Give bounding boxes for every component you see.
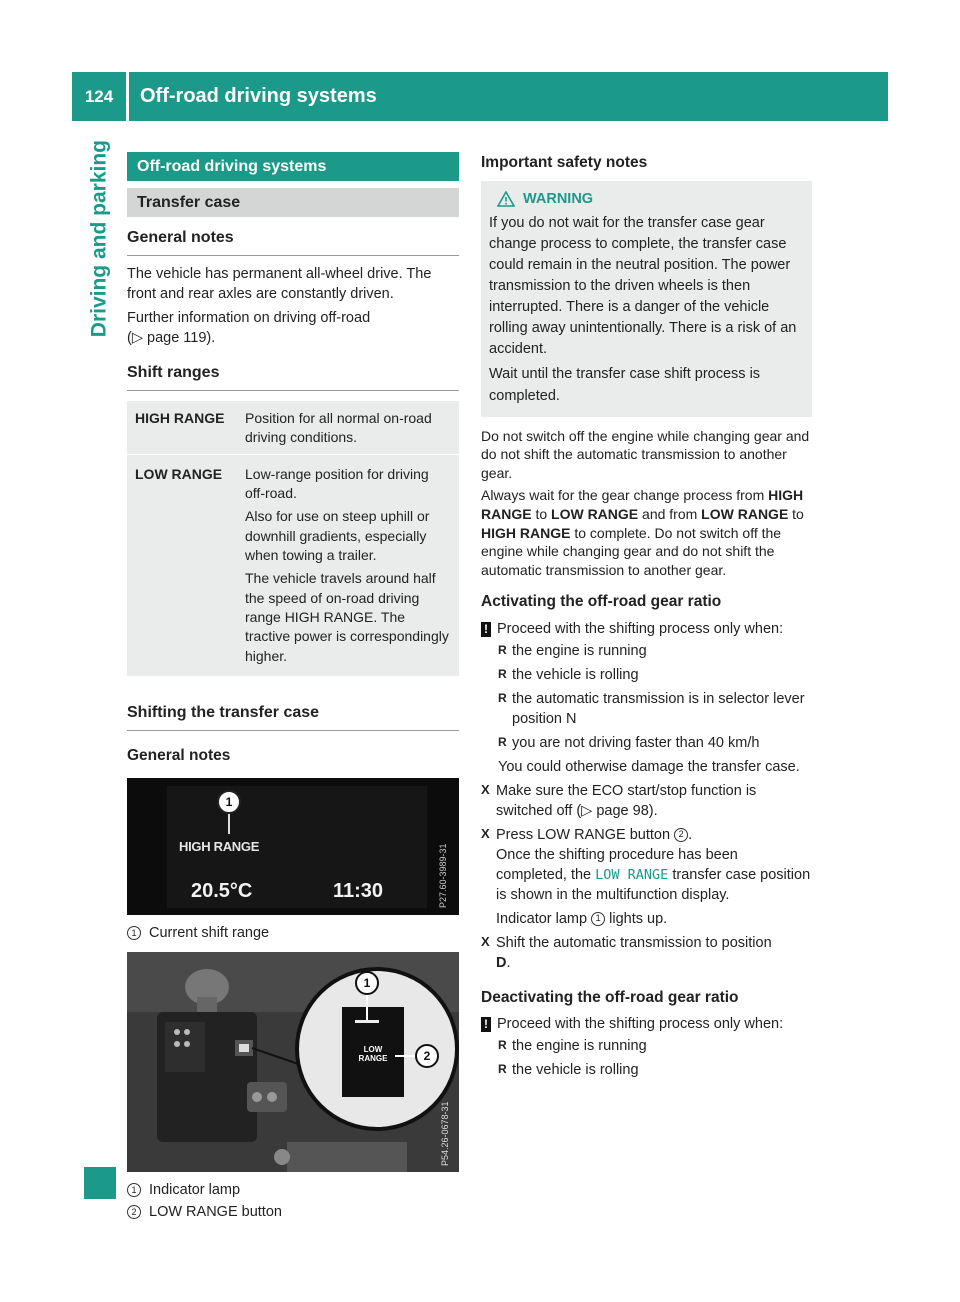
warning-box xyxy=(481,181,812,416)
high-range-term: HIGH RANGE xyxy=(481,487,804,522)
text-fragment: to xyxy=(788,505,804,522)
text-fragment: Always wait for the gear change process from xyxy=(481,487,765,504)
gear-change-note: Do not switch off the engine while changing gear and do not shift the automatic transmission to another gear. xyxy=(481,427,810,481)
shift-ranges-table xyxy=(127,401,459,676)
warning-instruction: Wait until the transfer case shift process is completed. xyxy=(489,366,761,404)
step-text: transfer case position is shown in the multifunction display. xyxy=(496,866,811,903)
safety-notes-heading: Important safety notes xyxy=(481,154,648,171)
shifting-heading: Shifting the transfer case xyxy=(127,702,459,731)
caption-text: Current shift range xyxy=(149,925,270,942)
wait-gear-change-note xyxy=(481,486,812,579)
console-image-code-wrap xyxy=(439,1044,455,1166)
sidebar-tab-block xyxy=(84,1167,116,1199)
display-illustration xyxy=(127,778,459,915)
console-illustration xyxy=(127,952,459,1172)
deactivating-conditions-list xyxy=(481,1036,812,1080)
notice-text: Proceed with the shifting process only when: xyxy=(497,1016,784,1033)
list-item: R the engine is running xyxy=(498,641,812,661)
step-press-button: X Press LOW RANGE button 2 . Once the shifting procedure has been completed, the LOW RANGE transfer case position is shown in the multifunction display. Indicator lamp 1 lights up. xyxy=(481,825,812,929)
shift-range-desc: Low-range position for driving off-road. xyxy=(245,465,429,502)
activating-heading: Activating the off-road gear ratio xyxy=(481,593,722,611)
warning-text: If you do not wait for the transfer case gear change process to complete, the transfer case could remain in the neutral position. The power transmission to the driven wheels is then interrupted. There is a danger of the vehicle rolling away unintentionally. There is a risk of an accident. xyxy=(489,215,797,358)
console-image-code: P54.26-0678-31 xyxy=(440,1101,450,1167)
caption-low-range-button xyxy=(127,1202,459,1222)
general-notes-page-link[interactable]: (▷ page 119). xyxy=(127,330,216,347)
low-range-term: LOW RANGE xyxy=(701,505,789,522)
list-item: R the engine is running xyxy=(498,1036,812,1056)
deactivating-heading: Deactivating the off-road gear ratio xyxy=(481,988,739,1006)
notice-text: Proceed with the shifting process only when: xyxy=(497,620,784,637)
step-text: Press LOW RANGE button xyxy=(496,826,675,843)
text-fragment: to complete. Do not switch off the engine while changing gear and do not shift the automatic transmission to another gear. xyxy=(481,524,782,578)
shift-range-desc: Position for all normal on-road driving conditions. xyxy=(245,410,432,446)
low-range-button-label xyxy=(349,1046,397,1064)
callout-number: 2 xyxy=(674,828,688,842)
text-fragment: and from xyxy=(638,505,702,522)
activating-damage-note: You could otherwise damage the transfer case. xyxy=(498,758,800,775)
display-image-code: P27.60-3989-31 xyxy=(438,843,448,909)
general-notes-p1: The vehicle has permanent all-wheel drive. The front and rear axles are constantly driven. xyxy=(127,266,432,303)
warning-header xyxy=(489,189,804,209)
shift-range-desc: Also for use on steep uphill or downhill gradients, especially when towing a trailer. xyxy=(245,508,430,564)
console-callout-2: 2 xyxy=(423,1049,431,1064)
callout-number: 1 xyxy=(591,912,605,926)
shifting-general-notes-heading: General notes xyxy=(127,746,231,764)
high-range-term: HIGH RANGE xyxy=(481,524,571,541)
activating-conditions-list xyxy=(481,641,812,753)
step-text: Indicator lamp xyxy=(496,910,592,927)
display-callout-number: 1 xyxy=(225,795,233,810)
center-console-image xyxy=(127,952,459,1172)
left-column xyxy=(127,152,459,1222)
display-clock: 11:30 xyxy=(333,880,384,903)
step-text: Once the shifting procedure has been completed, the xyxy=(496,846,738,883)
shift-range-name: HIGH RANGE xyxy=(135,410,225,427)
caption-indicator-lamp xyxy=(127,1180,459,1200)
text-fragment: to xyxy=(531,505,552,522)
warning-label: WARNING xyxy=(523,191,594,208)
step-text: lights up. xyxy=(605,910,668,927)
step-shift-d: X Shift the automatic transmission to position D. xyxy=(481,933,812,973)
step-text: Shift the automatic transmission to position xyxy=(496,934,772,951)
multifunction-display-image xyxy=(127,778,459,915)
section-title: Off-road driving systems xyxy=(127,152,459,181)
notice-exclamation-icon: ! xyxy=(481,622,491,637)
header-title: Off-road driving systems xyxy=(140,85,377,107)
list-item: R the vehicle is rolling xyxy=(498,1060,812,1080)
right-column xyxy=(481,152,812,1084)
header-separator xyxy=(126,72,129,121)
activating-notice xyxy=(481,619,812,639)
list-item: R the vehicle is rolling xyxy=(498,665,812,685)
general-notes-p2a: Further information on driving off-road xyxy=(127,310,371,327)
caption-number: 2 xyxy=(127,1205,141,1219)
low-range-button-label-line2: RANGE xyxy=(358,1054,388,1064)
display-range-label: HIGH RANGE xyxy=(179,839,260,855)
caption-number: 1 xyxy=(127,926,141,940)
deactivating-notice xyxy=(481,1014,812,1034)
general-notes-heading: General notes xyxy=(127,227,459,256)
list-item: R you are not driving faster than 40 km/h xyxy=(498,733,812,753)
shift-range-desc: The vehicle travels around half the speed of on-road driving range HIGH RANGE. The tractive power is correspondingly higher. xyxy=(245,570,449,664)
shift-ranges-heading: Shift ranges xyxy=(127,362,459,391)
sidebar-chapter-text: Driving and parking xyxy=(87,140,111,338)
low-range-term: LOW RANGE xyxy=(551,505,639,522)
caption-current-shift-range xyxy=(127,923,459,943)
notice-exclamation-icon: ! xyxy=(481,1017,491,1032)
display-image-code-wrap xyxy=(437,788,453,908)
table-row xyxy=(127,401,459,454)
shift-range-name: LOW RANGE xyxy=(135,465,223,482)
display-message-low-range: LOW RANGE xyxy=(595,866,669,883)
list-item: R the automatic transmission is in selector lever position N xyxy=(498,689,812,729)
table-row xyxy=(127,454,459,676)
position-d-term: D xyxy=(496,954,507,971)
low-range-button-label-line1: LOW xyxy=(363,1045,383,1055)
page-number: 124 xyxy=(84,87,114,106)
caption-text: LOW RANGE button xyxy=(149,1204,282,1221)
caption-number: 1 xyxy=(127,1183,141,1197)
console-callout-1: 1 xyxy=(363,976,371,991)
display-temperature: 20.5°C xyxy=(191,880,253,903)
step-eco-off xyxy=(481,781,812,821)
caption-text: Indicator lamp xyxy=(149,1182,241,1199)
sidebar-chapter-label xyxy=(84,140,116,340)
step-text: Make sure the ECO start/stop function is switched off (▷ page 98). xyxy=(496,782,757,819)
subsection-title: Transfer case xyxy=(127,188,459,217)
warning-triangle-icon xyxy=(497,191,515,207)
